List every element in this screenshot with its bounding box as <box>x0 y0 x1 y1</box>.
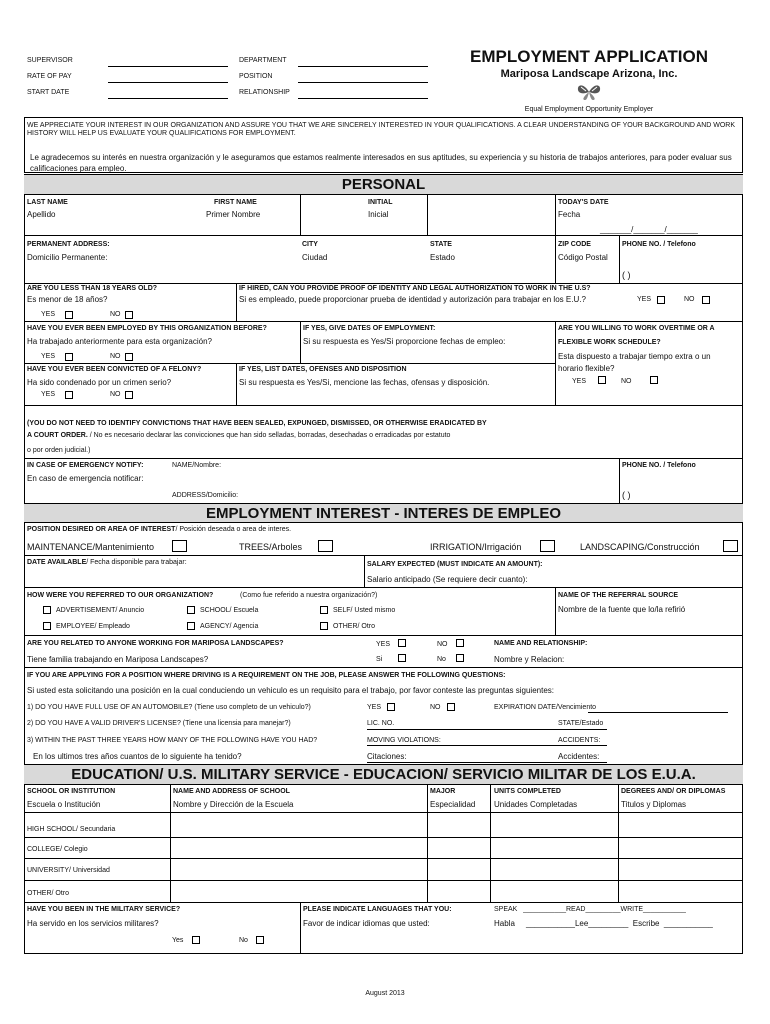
emergency-label: IN CASE OF EMERGENCY NOTIFY: <box>27 462 144 469</box>
languages-speak-read-write[interactable]: SPEAK ___________READ_________WRITE___________ <box>494 906 686 913</box>
military-yes-label: Yes <box>172 937 184 944</box>
proof-yes-label: YES <box>637 296 652 303</box>
major-col-es: Especialidad <box>430 800 476 809</box>
todays-date-es: Fecha <box>558 210 581 219</box>
last-name-es[interactable]: Apellido <box>27 210 56 219</box>
overtime-question-es: Esta dispuesto a trabajar tiempo extra o un <box>558 352 711 361</box>
driving-note-es: Si usted esta solicitando una posición en la cual conduciendo un vehiculo es un requisito para el trabajo, por favor conteste las preguntas siguientes: <box>27 686 554 695</box>
felony-no-checkbox[interactable] <box>125 391 133 399</box>
proof-yes-checkbox[interactable] <box>657 296 665 304</box>
name-address-col-es: Nombre y Dirección de la Escuela <box>173 800 294 809</box>
agency-label: AGENCY/ Agencia <box>200 623 259 630</box>
military-no-checkbox[interactable] <box>256 936 264 944</box>
butterfly-logo-icon <box>575 83 603 106</box>
supervisor-label: SUPERVISOR <box>27 57 73 64</box>
initial-label: INITIAL <box>368 199 393 206</box>
employed-no-checkbox[interactable] <box>125 353 133 361</box>
related-no-es-checkbox[interactable] <box>456 654 464 662</box>
relationship-label: NAME AND RELATIONSHIP: <box>494 640 588 647</box>
start-date-line[interactable] <box>108 98 228 99</box>
position-desired-label-en: POSITION DESIRED OR AREA OF INTEREST <box>27 526 176 533</box>
other-label: OTHER/ Otro <box>333 623 376 630</box>
employed-no-label: NO <box>110 353 121 360</box>
employed-before-question: HAVE YOU EVER BEEN EMPLOYED BY THIS ORGANIZATION BEFORE? <box>27 325 267 332</box>
irrigation-checkbox[interactable] <box>540 540 555 552</box>
overtime-no-checkbox[interactable] <box>650 376 658 384</box>
under-18-yes-label: YES <box>41 311 56 318</box>
related-question: ARE YOU RELATED TO ANYONE WORKING FOR MARIPOSA LANDSCAPES? <box>27 640 284 647</box>
convictions-note-es-2: o por orden judicial.) <box>27 447 91 454</box>
first-name-label: FIRST NAME <box>214 199 257 206</box>
emergency-phone-parens[interactable]: ( ) <box>622 490 631 500</box>
military-question-es: Ha servido en los servicios militares? <box>27 919 159 928</box>
units-col-label: UNITS COMPLETED <box>494 788 561 795</box>
overtime-question: ARE YOU WILLING TO WORK OVERTIME OR A <box>558 325 715 332</box>
self-label: SELF/ Usted mismo <box>333 607 396 614</box>
overtime-yes-checkbox[interactable] <box>598 376 606 384</box>
trees-label: TREES/Arboles <box>239 542 303 552</box>
company-name: Mariposa Landscape Arizona, Inc. <box>500 68 678 80</box>
related-yes-checkbox[interactable] <box>398 639 406 647</box>
date-available-label[interactable] <box>27 559 187 567</box>
eeo-statement: Equal Employment Opportunity Employer <box>524 106 654 113</box>
citations-label[interactable]: Citaciones: <box>367 752 407 761</box>
related-no-label: NO <box>437 641 448 648</box>
address-label: PERMANENT ADDRESS: <box>27 241 110 248</box>
employee-checkbox[interactable] <box>43 622 51 630</box>
start-date-label: START DATE <box>27 89 70 96</box>
landscaping-checkbox[interactable] <box>723 540 738 552</box>
rate-of-pay-label: RATE OF PAY <box>27 73 72 80</box>
advertisement-checkbox[interactable] <box>43 606 51 614</box>
q1-yes-label: YES <box>367 704 382 711</box>
zip-label: ZIP CODE <box>558 241 591 248</box>
driving-q2: 2) DO YOU HAVE A VALID DRIVER'S LICENSE? (Tiene una licensia para manejar?) <box>27 720 291 727</box>
zip-es[interactable]: Código Postal <box>558 253 608 262</box>
trees-checkbox[interactable] <box>318 540 333 552</box>
position-desired-label-es: / Posición deseada o area de interes. <box>175 526 292 533</box>
overtime-yes-label: YES <box>572 378 587 385</box>
education-frame <box>24 785 743 954</box>
military-yes-checkbox[interactable] <box>192 936 200 944</box>
address-es[interactable]: Domicilio Permanente: <box>27 253 108 262</box>
related-no-checkbox[interactable] <box>456 639 464 647</box>
felony-yes-label: YES <box>41 391 56 398</box>
felony-list-label: IF YES, LIST DATES, OFENSES AND DISPOSITION <box>239 366 407 373</box>
department-label: DEPARTMENT <box>239 57 287 64</box>
todays-date-label: TODAY'S DATE <box>558 199 609 206</box>
related-no-es-label: No <box>437 656 446 663</box>
accidents-label-es[interactable]: Accidentes: <box>558 752 600 761</box>
dates-employment-label: IF YES, GIVE DATES OF EMPLOYMENT: <box>303 325 436 332</box>
languages-question-es: Favor de indicar idiomas que usted: <box>303 919 430 928</box>
moving-violations-line[interactable] <box>367 745 607 746</box>
military-question: HAVE YOU BEEN IN THE MILITARY SERVICE? <box>27 906 181 913</box>
position-label: POSITION <box>239 73 273 80</box>
driving-note: IF YOU ARE APPLYING FOR A POSITION WHERE DRIVING IS A REQUIREMENT ON THE JOB, PLEASE ANSWER THE FOLLOWING QUESTIONS: <box>27 672 506 679</box>
employed-yes-label: YES <box>41 353 56 360</box>
languages-question: PLEASE INDICATE LANGUAGES THAT YOU: <box>303 906 452 913</box>
citations-line[interactable] <box>367 762 607 763</box>
emergency-name-label[interactable]: NAME/Nombre: <box>172 462 222 469</box>
city-es[interactable]: Ciudad <box>302 253 328 262</box>
supervisor-line[interactable] <box>108 66 228 67</box>
employed-before-question-es: Ha trabajado anteriormente para esta organización? <box>27 337 213 346</box>
related-si-checkbox[interactable] <box>398 654 406 662</box>
date-blank[interactable]: _______/_______/_______ <box>600 225 698 234</box>
date-available-label-es: / Fecha disponible para trabajar: <box>86 559 187 566</box>
edu-row-university[interactable]: UNIVERSITY/ Universidad <box>27 867 110 874</box>
page-title: EMPLOYMENT APPLICATION <box>470 47 708 66</box>
initial-es[interactable]: Inicial <box>368 210 389 219</box>
school-col-es: Escuela o Institución <box>27 800 101 809</box>
personal-heading: PERSONAL <box>24 174 743 195</box>
emergency-phone-label: PHONE NO. / Telefono <box>622 462 696 469</box>
school-label: SCHOOL/ Escuela <box>200 607 259 614</box>
department-line[interactable] <box>298 66 428 67</box>
school-col-label: SCHOOL OR INSTITUTION <box>27 788 116 795</box>
q1-no-checkbox[interactable] <box>447 703 455 711</box>
related-si-label: Si <box>376 656 383 663</box>
driving-q3-es: En los ultimos tres años cuantos de lo siguiente ha tenido? <box>33 752 242 761</box>
military-no-label: No <box>239 937 248 944</box>
intro-english: WE APPRECIATE YOUR INTEREST IN OUR ORGANIZATION AND ASSURE YOU THAT WE ARE SINCERELY INTERESTED IN YOUR QUALIFICATIONS. A CLEAR UNDERSTANDING OF YOUR BACKGROUND AND WORK HISTORY WILL HELP US EVALUATE YOUR QUALIFICATIONS FOR EMPLOYMENT. <box>27 122 736 137</box>
position-line[interactable] <box>298 82 428 83</box>
units-col-es: Unidades Completadas <box>494 800 578 809</box>
felony-yes-checkbox[interactable] <box>65 391 73 399</box>
proof-no-label: NO <box>684 296 695 303</box>
felony-question: HAVE YOU EVER BEEN CONVICTED OF A FELONY? <box>27 366 202 373</box>
other-checkbox[interactable] <box>320 622 328 630</box>
felony-question-es: Ha sido condenado por un crimen serio? <box>27 378 172 387</box>
convictions-note-2 <box>27 432 450 440</box>
emergency-label-es: En caso de emergencia notificar: <box>27 474 144 483</box>
felony-list-es[interactable]: Si su respuesta es Yes/Si, mencione las fechas, ofensas y disposición. <box>239 378 490 387</box>
languages-habla-lee-escribe[interactable]: Habla ___________Lee_________ Escribe ___________ <box>494 919 713 928</box>
moving-violations-label[interactable]: MOVING VIOLATIONS: <box>367 737 441 744</box>
q1-yes-checkbox[interactable] <box>387 703 395 711</box>
expiration-label[interactable]: EXPIRATION DATE/Vencimiento <box>494 704 597 711</box>
degrees-col-es: Titulos y Diplomas <box>621 800 687 809</box>
under-18-yes-checkbox[interactable] <box>65 311 73 319</box>
phone-parens[interactable]: ( ) <box>622 270 631 280</box>
referred-question <box>27 592 213 600</box>
proof-question-es: Si es empleado, puede proporcionar prueba de identidad y autorización para trabajar en los E.U.? <box>239 295 586 304</box>
agency-checkbox[interactable] <box>187 622 195 630</box>
education-heading: EDUCATION/ U.S. MILITARY SERVICE - EDUCACION/ SERVICIO MILITAR DE LOS E.U.A. <box>24 764 743 785</box>
under-18-no-checkbox[interactable] <box>125 311 133 319</box>
edu-row-high-school[interactable]: HIGH SCHOOL/ Secundaria <box>27 826 116 833</box>
referral-source-es[interactable]: Nombre de la fuente que lo/la refirió <box>558 605 686 614</box>
proof-question: IF HIRED, CAN YOU PROVIDE PROOF OF IDENTITY AND LEGAL AUTHORIZATION TO WORK IN THE U.S? <box>239 285 591 292</box>
overtime-no-label: NO <box>621 378 632 385</box>
convictions-note-court-order: A COURT ORDER. <box>27 432 88 439</box>
salary-label-es[interactable]: Salario anticipado (Se requiere decir cuanto): <box>367 575 528 584</box>
referred-question-es: (Como fue referido a nuestra organización?) <box>240 592 378 599</box>
date-available-label-en: DATE AVAILABLE <box>27 559 87 566</box>
relationship-label-es[interactable]: Nombre y Relacion: <box>494 655 565 664</box>
proof-no-checkbox[interactable] <box>702 296 710 304</box>
license-line[interactable] <box>367 729 607 730</box>
degrees-col-label: DEGREES AND/ OR DIPLOMAS <box>621 788 726 795</box>
maintenance-checkbox[interactable] <box>172 540 187 552</box>
state-label: STATE <box>430 241 452 248</box>
landscaping-label: LANDSCAPING/Construcción <box>580 542 700 552</box>
related-question-es: Tiene familia trabajando en Mariposa Landscapes? <box>27 655 209 664</box>
accidents-label[interactable]: ACCIDENTS: <box>558 737 601 744</box>
felony-no-label: NO <box>110 391 121 398</box>
intro-spanish: Le agradecemos su interés en nuestra organización y le aseguramos que estamos realmente interesados en sus aptitudes, su experiencia y su historia de trabajos anteriores, para poder evaluar sus calificaciones para empleo. <box>30 153 732 173</box>
position-desired-label <box>27 526 291 534</box>
major-col-label: MAJOR <box>430 788 456 795</box>
convictions-note: (YOU DO NOT NEED TO IDENTIFY CONVICTIONS THAT HAVE BEEN SEALED, EXPUNGED, DISMISSED, OR OTHERWISE ERADICATED BY <box>27 420 487 427</box>
convictions-note-es: / No es necesario declarar las convicciones que han sido selladas, borradas, desechadas o erradicadas por estatuto <box>87 432 451 439</box>
dates-employment-es[interactable]: Si su respuesta es Yes/Si proporcione fechas de empleo: <box>303 337 506 346</box>
emergency-address-label[interactable]: ADDRESS/Domicilio: <box>172 492 239 499</box>
license-label[interactable]: LIC. NO. <box>367 720 395 727</box>
related-yes-label: YES <box>376 641 391 648</box>
under-18-question-es: Es menor de 18 años? <box>27 295 108 304</box>
referral-source-label: NAME OF THE REFERRAL SOURCE <box>558 592 679 599</box>
self-checkbox[interactable] <box>320 606 328 614</box>
under-18-question: ARE YOU LESS THAN 18 YEARS OLD? <box>27 285 158 292</box>
interest-heading: EMPLOYMENT INTEREST - INTERES DE EMPLEO <box>24 503 743 523</box>
name-address-col-label: NAME AND ADDRESS OF SCHOOL <box>173 788 290 795</box>
relationship-label: RELATIONSHIP <box>239 89 290 96</box>
edu-row-other[interactable]: OTHER/ Otro <box>27 890 70 897</box>
employed-yes-checkbox[interactable] <box>65 353 73 361</box>
footer-date: August 2013 <box>365 990 405 997</box>
driving-q1: 1) DO YOU HAVE FULL USE OF AN AUTOMOBILE? (Tiene uso completo de un vehiculo?) <box>27 704 311 711</box>
relationship-line[interactable] <box>298 98 428 99</box>
overtime-question-es-2: horario flexible? <box>558 364 615 373</box>
under-18-no-label: NO <box>110 311 121 318</box>
irrigation-label: IRRIGATION/Irrigación <box>430 542 522 552</box>
q1-no-label: NO <box>430 704 441 711</box>
last-name-label: LAST NAME <box>27 199 68 206</box>
edu-row-college[interactable]: COLLEGE/ Colegio <box>27 846 88 853</box>
overtime-question-2: FLEXIBLE WORK SCHEDULE? <box>558 339 661 346</box>
rate-of-pay-line[interactable] <box>108 82 228 83</box>
employee-label: EMPLOYEE/ Empleado <box>56 623 130 630</box>
maintenance-label: MAINTENANCE/Mantenimiento <box>27 542 155 552</box>
school-checkbox[interactable] <box>187 606 195 614</box>
license-state-label[interactable]: STATE/Estado <box>558 720 604 727</box>
first-name-es[interactable]: Primer Nombre <box>206 210 261 219</box>
phone-label: PHONE NO. / Telefono <box>622 241 696 248</box>
expiration-line[interactable] <box>588 712 728 713</box>
state-es[interactable]: Estado <box>430 253 455 262</box>
salary-label: SALARY EXPECTED (MUST INDICATE AN AMOUNT): <box>367 561 543 568</box>
driving-q3: 3) WITHIN THE PAST THREE YEARS HOW MANY OF THE FOLLOWING HAVE YOU HAD? <box>27 737 318 744</box>
city-label: CITY <box>302 241 318 248</box>
referred-question-en: HOW WERE YOU REFERRED TO OUR ORGANIZATION? <box>27 592 214 599</box>
advertisement-label: ADVERTISEMENT/ Anuncio <box>56 607 145 614</box>
